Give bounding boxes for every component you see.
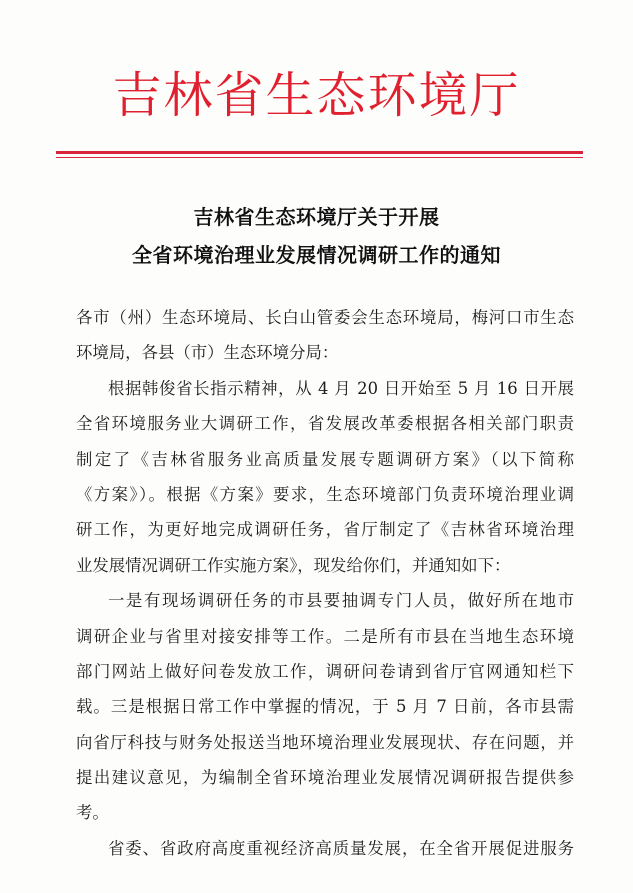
body-line: 向省厅科技与财务处报送当地环境治理业发展现状、存在问题，并: [76, 732, 574, 752]
body-line: 提出建议意见，为编制全省环境治理业发展情况调研报告提供参: [76, 768, 574, 788]
body-line: 业发展情况调研工作实施方案》，现发给你们，并通知如下：: [76, 555, 511, 575]
masthead-rule-thick: [56, 151, 583, 154]
body-line: 环境局，各县（市）生态环境分局：: [76, 343, 339, 363]
notice-title-line-2: 全省环境治理业发展情况调研工作的通知: [132, 243, 501, 267]
body-line: 研工作，为更好地完成调研任务，省厅制定了《吉林省环境治理: [76, 520, 574, 540]
body-line: 省委、省政府高度重视经济高质量发展，在全省开展促进服务: [108, 838, 574, 858]
body-line: 一是有现场调研任务的市县要抽调专门人员，做好所在地市: [108, 591, 574, 611]
body-line: 《方案》）。根据《方案》要求，生态环境部门负责环境治理业调: [76, 484, 574, 504]
notice-body: [76, 300, 574, 866]
body-line: 根据韩俊省长指示精神，从 4 月 20 日开始至 5 月 16 日开展: [108, 378, 574, 398]
body-line: 调研企业与省里对接安排等工作。二是所有市县在当地生态环境: [76, 626, 574, 646]
body-line: 考。: [76, 803, 109, 823]
body-line: 部门网站上做好问卷发放工作，调研问卷请到省厅官网通知栏下: [76, 661, 574, 681]
body-line: 全省环境服务业大调研工作，省发展改革委根据各相关部门职责: [76, 414, 574, 434]
body-line: 制定了《吉林省服务业高质量发展专题调研方案》（以下简称: [76, 449, 574, 469]
masthead-rule-thin: [56, 157, 583, 158]
masthead-org-name: 吉林省生态环境厅: [112, 67, 521, 124]
notice-title-line-1: 吉林省生态环境厅关于开展: [193, 205, 440, 229]
body-line: 各市（州）生态环境局、长白山管委会生态环境局，梅河口市生态: [76, 308, 574, 327]
body-line: 载。三是根据日常工作中掌握的情况，于 5 月 7 日前，各市县需: [76, 697, 574, 717]
